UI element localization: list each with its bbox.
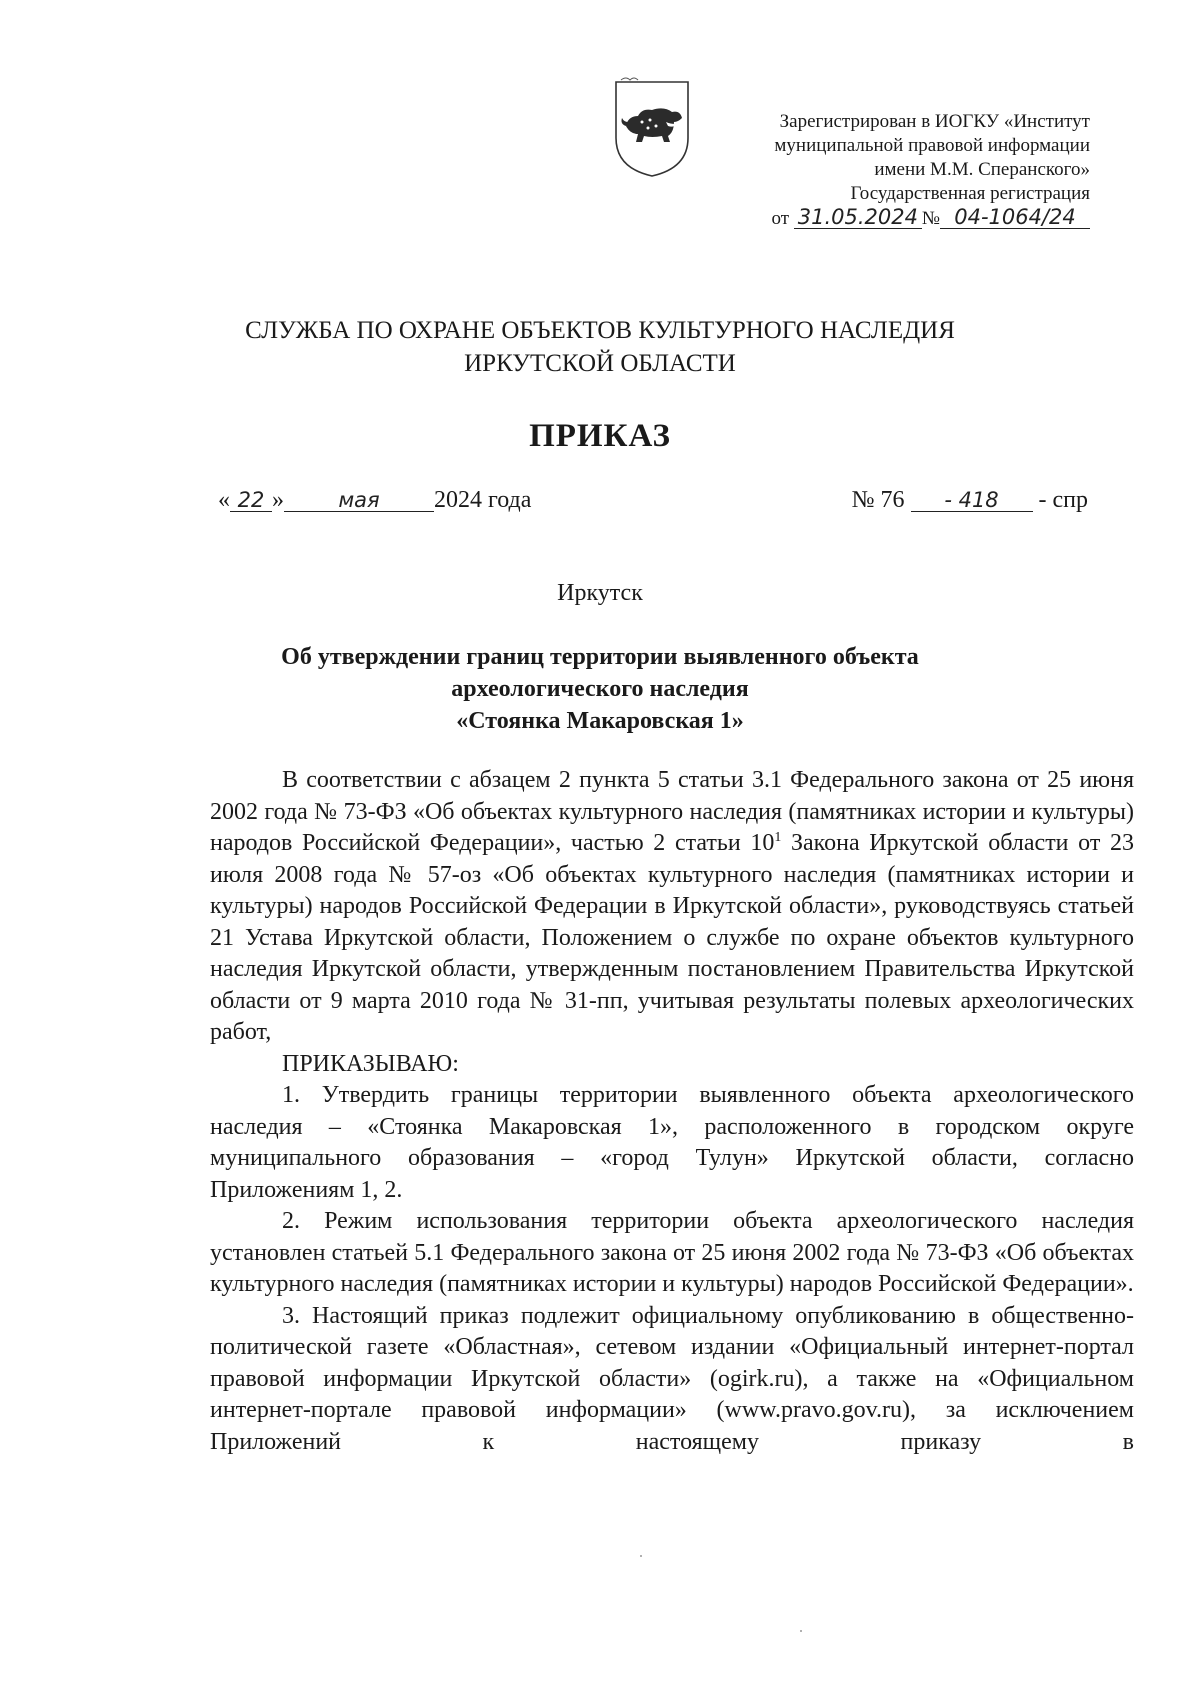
document-type: ПРИКАЗ: [529, 418, 671, 454]
date-day: 22: [230, 489, 272, 512]
order-word: ПРИКАЗЫВАЮ:: [282, 1050, 459, 1077]
title-line-3: «Стоянка Макаровская 1»: [456, 708, 744, 734]
registration-line-5: [670, 206, 1090, 231]
preamble-paragraph: [210, 765, 1134, 1049]
date-open-quote: «: [218, 487, 230, 513]
preamble-text-part-1: В соответствии с абзацем 2 пункта 5 статьи 3.1 Федерального закона от 25 июня 2002 года № 73-ФЗ «Об объектах культурного наследия (памятниках истории и культуры) народов Российской Федерации», частью 2 статьи 10: [210, 767, 1134, 856]
scan-speck: [640, 1555, 642, 1557]
registration-block: [670, 110, 1090, 231]
number-suffix: - спр: [1038, 487, 1088, 513]
registration-number-sign: №: [921, 208, 940, 229]
document-title: [0, 641, 1200, 737]
agency-heading: [0, 314, 1200, 380]
registration-date: 31.05.2024: [794, 206, 922, 229]
agency-line-1: СЛУЖБА ПО ОХРАНЕ ОБЪЕКТОВ КУЛЬТУРНОГО НАСЛЕДИЯ: [245, 317, 955, 344]
registration-line-3: имени М.М. Сперанского»: [874, 159, 1090, 180]
date-month: мая: [284, 489, 434, 512]
preamble-superscript: 1: [774, 830, 782, 845]
registration-number: 04-1064/24: [940, 206, 1090, 229]
agency-line-2: ИРКУТСКОЙ ОБЛАСТИ: [464, 350, 736, 377]
registration-line-4: Государственная регистрация: [850, 183, 1090, 204]
registration-line-2: муниципальной правовой информации: [774, 135, 1090, 156]
order-item-3: 3. Настоящий приказ подлежит официальному опубликованию в общественно-политической газете «Областная», сетевом издании «Официальный интернет-портал правовой информации Иркутской области» (ogirk.ru), а также на «Официальном интернет-портале правовой информации» (www.pravo.gov.ru), за исключением Приложений к настоящему приказу в: [210, 1302, 1134, 1455]
order-number: [852, 487, 1088, 514]
number-handwritten: - 418: [911, 489, 1033, 512]
registration-line-1: Зарегистрирован в ИОГКУ «Институт: [779, 111, 1090, 132]
order-date: [218, 487, 531, 514]
order-item-1: 1. Утвердить границы территории выявленного объекта археологического наследия – «Стоянка Макаровская 1», расположенного в городском округе муниципального образования – «город Тулун» Иркутской области, согласно Приложениям 1, 2.: [210, 1082, 1134, 1203]
preamble-text-part-2: Закона Иркутской области от 23 июля 2008 года № 57-оз «Об объектах культурного наследия (памятниках истории и культуры) народов Российской Федерации в Иркутской области», руководствуясь статьей 21 Устава Иркутской области, Положением о службе по охране объектов культурного наследия Иркутской области, утвержденным постановлением Правительства Иркутской области от 9 марта 2010 года № 31-пп, учитывая результаты полевых археологических работ,: [210, 830, 1134, 1045]
title-line-1: Об утверждении границ территории выявленного объекта: [281, 644, 919, 670]
number-prefix: № 76: [851, 487, 905, 513]
scan-speck: [800, 1630, 802, 1632]
order-item-2: 2. Режим использования территории объекта археологического наследия установлен статьей 5.1 Федерального закона от 25 июня 2002 года № 73-ФЗ «Об объектах культурного наследия (памятниках истории и культуры) народов Российской Федерации».: [210, 1208, 1134, 1297]
registration-prefix: от: [771, 208, 790, 229]
city: Иркутск: [557, 580, 643, 606]
document-body: [210, 765, 1134, 1458]
date-close-quote: »: [272, 487, 284, 513]
title-line-2: археологического наследия: [451, 676, 749, 702]
date-year: 2024 года: [434, 487, 532, 513]
